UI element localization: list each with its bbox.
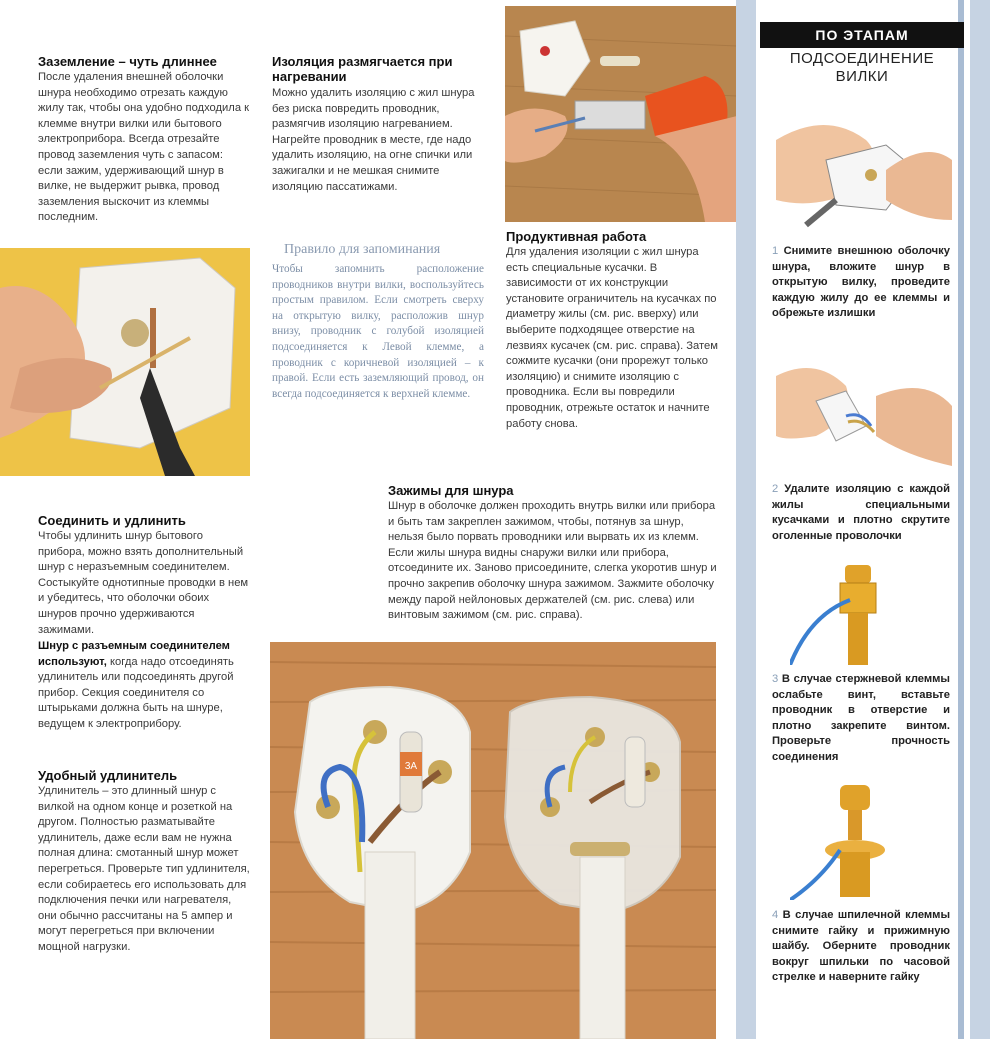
step-1-illustration	[776, 100, 952, 230]
ground-text: После удаления внешней оболочки шнура необходимо отрезать каждую жилу так, чтобы она удобно подходила к клемме внутри вилки или бытового электроприбора. Всегда отрезайте провод заземления чуть с запасом: если зажим, удерживающий шнур в вилке, не выдержит рывка, провод заземления выскочит из клеммы последним.	[38, 71, 250, 224]
step-2-number: 2	[772, 483, 779, 495]
sidebar-badge: ПО ЭТАПАМ	[760, 22, 964, 48]
productive-title: Продуктивная работа	[506, 229, 647, 244]
connector-text: когда надо отсоединять удлинитель или подсоединять другой прибор. Секция соединителя со штырьками должна быть на шнуре, ведущем к электроприбору.	[38, 655, 234, 730]
connector-bold: Шнур с разъемным соединителем используют,	[38, 640, 230, 668]
step-2-text	[772, 482, 950, 544]
sidebar-stripe	[958, 0, 964, 1039]
step-4-text	[772, 908, 950, 986]
step-2-body: Удалите изоляцию с каждой жилы специальными кусачками и плотно скрутите оголенные проволочки	[772, 483, 950, 542]
sidebar-subtitle-line-2: ВИЛКИ	[835, 68, 889, 85]
clamp-text: Шнур в оболочке должен проходить внутрь вилки или прибора и быть там закреплен зажимом, чтобы, потянув за шнур, нельзя было порвать проводники или вырвать их из клемм. Если жилы шнура видны снаружи вилки или прибора, отсоедините их. Заново присоедините, слегка укоротив шнур и прочно закрепив оболочку шнура зажимом. Зажмите оболочку между парой нейлоновых держателей (см. рис. слева) или винтовым зажимом (см. рис. справа).	[388, 500, 717, 622]
step-3-body: В случае стержневой клеммы ослабьте винт, вставьте проводник в отверстие и плотно закрепите винтом. Проверьте прочность соединения	[772, 673, 950, 763]
ground-title: Заземление – чуть длиннее	[38, 54, 217, 69]
sidebar-subtitle	[760, 50, 964, 86]
step-2-illustration	[776, 356, 952, 466]
step-1-body: Снимите внешнюю оболочку шнура, вложите шнур в открытую вилку, проведите каждую жилу до ее клеммы и обрежьте излишки	[772, 245, 950, 320]
step-1-text	[772, 244, 950, 322]
insulation-text: Можно удалить изоляцию с жил шнура без риска повредить проводник, размягчив изоляцию нагреванием. Нагрейте проводник в месте, где надо удалить изоляцию, на огне спички или зажигалки и не мешкая снимите изоляцию пассатижами.	[272, 87, 475, 193]
rule-title: Правило для запоминания	[284, 242, 441, 257]
sidebar-subtitle-line-1: ПОДСОЕДИНЕНИЕ	[789, 50, 935, 67]
step-3-text	[772, 672, 950, 766]
insulation-title: Изоляция размягчается при нагревании	[272, 54, 453, 84]
extend-title: Соединить и удлинить	[38, 513, 186, 528]
step-4-body: В случае шпилечной клеммы снимите гайку и прижимную шайбу. Оберните проводник вокруг шпильки по часовой стрелке и наверните гайку	[772, 909, 951, 984]
step-3-number: 3	[772, 673, 779, 685]
step-3-illustration	[790, 555, 910, 665]
ext-title: Удобный удлинитель	[38, 768, 178, 783]
photo-hands-stripping-wire	[0, 248, 250, 476]
photo-two-plugs	[270, 642, 716, 1039]
connector-paragraph	[38, 639, 250, 733]
step-1-number: 1	[772, 245, 779, 257]
extend-text: Чтобы удлинить шнур бытового прибора, можно взять дополнительный шнур с неразъемным соединителем. Состыкуйте однотипные проводки в нем и убедитесь, что оболочки обоих шнуров прочно удерживаются зажимами.	[38, 530, 249, 636]
clamp-title: Зажимы для шнура	[388, 483, 514, 498]
photo-wire-strippers	[505, 6, 737, 222]
rule-text: Чтобы запомнить расположение проводников внутри вилки, воспользуйтесь простым правилом. Если смотреть сверху на открытую вилку, расположив шнур внизу, проводник с голубой изоляцией подсоединяется к Левой клемме, а проводник с коричневой изоляцией – к правой. Если есть заземляющий провод, он всегда подсоединяется к верхней клемме.	[272, 263, 484, 400]
step-4-illustration	[790, 780, 910, 900]
fuse-label: 3A	[404, 761, 418, 772]
ext-text: Удлинитель – это длинный шнур с вилкой на одном конце и розеткой на другом. Полностью разматывайте удлинитель, даже если вам не нужна полная длина: смотанный шнур может перегреться. Проверьте тип удлинителя, если собираетесь его использовать для подключения печки или нагревателя, они обычно рассчитаны на 5 ампер и могут перегреться при включении мощной нагрузки.	[38, 785, 250, 953]
productive-text: Для удаления изоляции с жил шнура есть специальные кусачки. В зависимости от их конструкции установите ограничитель на кусачках по диаметру жилы (см. рис. вверху) или выберите подходящее отверстие на лезвиях кусачек (см. рис. справа). Затем сожмите кусачки (они прорежут только изоляцию) и снимите изоляцию с проводника. Если вы повредили проводник, отрежьте остаток и начните работу снова.	[506, 246, 718, 430]
step-4-number: 4	[772, 909, 779, 921]
